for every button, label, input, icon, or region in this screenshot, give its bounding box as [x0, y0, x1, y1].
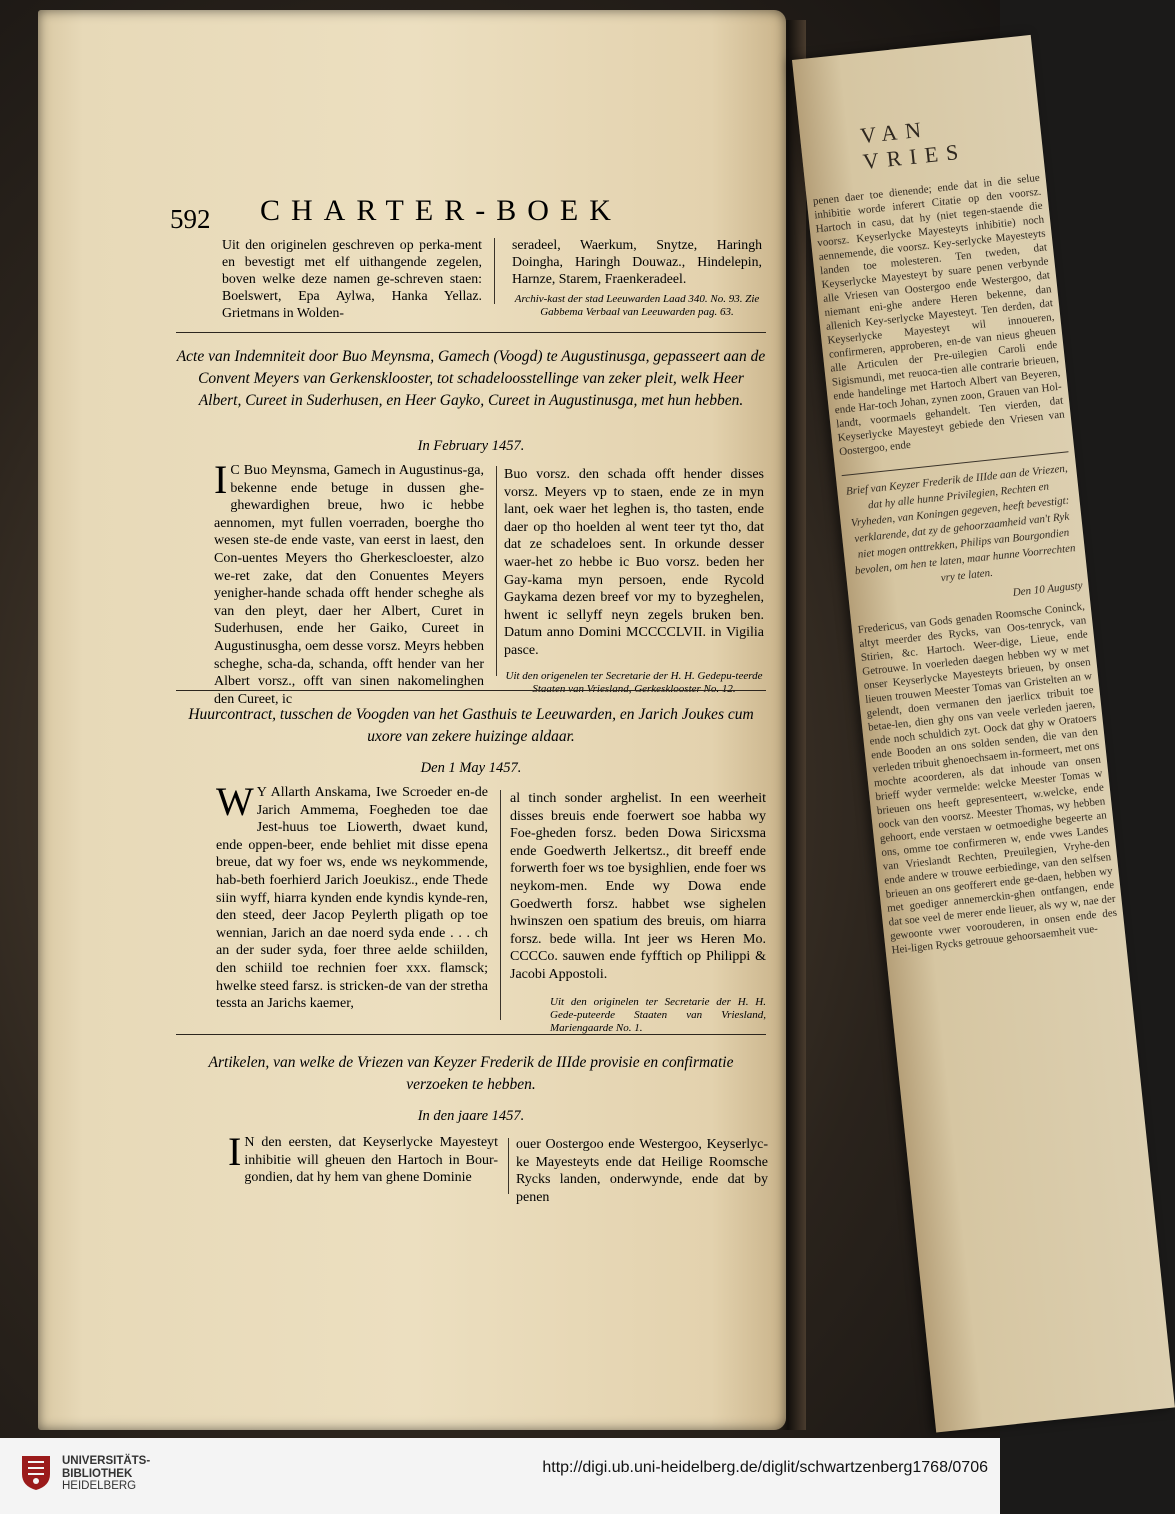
column-divider	[508, 1138, 509, 1194]
section2-left-column	[216, 779, 488, 1013]
section1-left-text: C Buo Meynsma, Gamech in Augustinus-ga, bekenne ende betuge in dussen ghe-ghewardighen breue, hwo ic hebbe aennomen, myt fullen voerraden, boerghe tho wesen ste-de ende vaste, van eerst in laest, den Con-uentes Meyers tho Gherkescloester, alzo we-ret zake, dat den Conuentes Meyers yenigher-hande schada offt hender scheghe als van den pleyt, daer her Albert, Curet in Suderhusen, ende her Gaiko, Cureet in Augustinusgha, oem desse vorsz. Meyrs hebben scheghe, scha-da, schanda, offt hender van her Albert vorsz., offt van sinen nakomelinghen den Cureet, ic	[214, 463, 484, 707]
section2-date: Den 1 May 1457.	[420, 760, 522, 776]
viewer-footer	[0, 1438, 1000, 1514]
section3-date: In den jaare 1457.	[417, 1108, 525, 1124]
right-page-text-bottom: Fredericus, van Gods genaden Roomsche Coninck, altyt meerder des Rycks, van Oos-tenryck, van Stirien, &c. Hartoch. Weer-dige, Lieue, ende Getrouwe. In voerleden daegen hebben wy w met onser Keyserlycke Mayesteyts brieuen, by onsen lieuen trouwen Meester Tomas van Gristelten an w gelendt, doen vermanen den jaerlicx tribuit toe betae-len, dien ghy ons van veele verleden jaeren, ende noch schuldich zyt. Oock dat ghy w Oratoers ende Booden an ons solden senden, die van den verleden tribuit ghenoechsaem in-formeert, met ons mochte acoorderen, als dat inhoude van onsen brieff wyder vermelde: welcke Meester Tomas w brieuen ons heeft gepresenteert, w.welcke, ende oock van den voorsz. Meester Thomas, wy hebben gehoort, ende verstaen w oetmoedighe begeerte an ons, omme toe confirmeren w, ende vwes Landes van Vrieslandt Rechten, Preuilegien, Vryhe-den ende andere w trouwe eerbiedinge, van den selfsen brieuen an ons geofferert ende ge-daen, hebben wy met goediger annemerckin-ghen ontfangen, ende dat soe veel de merer ende lieuer, als wy w, nae der gewoonte vwer voorouderen, in onsen ende des Hei-ligen Rycks getrouue gehoorsaemheit vue-	[857, 600, 1118, 957]
section2-citation: Uit den originelen ter Secretarie der H. H. Gede-puteerde Staaten van Vriesland, Mariengaarde No. 1.	[550, 995, 766, 1034]
section1-dropcap: I	[214, 457, 228, 502]
section-rule	[176, 690, 766, 691]
section3-dropcap: I	[228, 1129, 242, 1174]
section2-right-column	[510, 790, 766, 1035]
intro-right-text: seradeel, Waerkum, Snytze, Haringh Doingha, Haringh Douwaz., Hindelepin, Harnze, Starem, Fraenkeradeel.	[512, 237, 762, 286]
column-divider	[500, 790, 501, 1020]
section-rule	[176, 1034, 766, 1035]
intro-citation: Archiv-kast der stad Leeuwarden Laad 340. No. 93. Zie Gabbema Verbaal van Leeuwarden pag. 63.	[514, 293, 760, 318]
right-page	[792, 35, 1175, 1433]
library-logo-text	[62, 1455, 150, 1493]
section2-left-text: Y Allarth Anskama, Iwe Scroeder en-de Jarich Ammema, Foegheden toe dae Jest-huus toe Liowerth, dwaet kund, ende oppen-beer, ende behliet mit disse epena breue, dat wy foer ws, ende ws neykommende, hab-beth foerhierd Jarich Joeukisz., ende Thede siin wyff, hiarra kynden ende kyndis kynde-ren, den steed, deer Jacop Peylerth pligath op toe wennian, Jarich an dae noerd syda ende . . . ch an der suder syda, foer three aelde schiilden, den schiild toe rechnien foer xxx. flamsck; hwelke steed farsz. is stricken-de van der stretha tessta an Jarichs kaemer,	[216, 785, 488, 1012]
section1-right-text: Buo vorsz. den schada offt hender disses vorsz. Meyers vp to staen, ende ze in myn lant, oek waer het leghen is, tho tasten, ende daer op tho hoelden al went teer tyt tho, dat dat ze schadeloes sent. In orkunde desser waer-het zo hebbe ic Buo vorsz. beden her Gay-kama myn persoen, ende Rycold Gaykama dezen breef vor my to byzeghelen, hwent ic sellyff neyn zegels bruken ben. Datum anno Domini MCCCCLVII. in Vigilia pasce.	[504, 467, 764, 658]
page-number: 592	[170, 204, 211, 234]
section3-left-text: N den eersten, dat Keyserlycke Mayesteyt inhibitie will gheuen den Hartoch in Bour-gondien, dat hy hem van ghene Dominie	[244, 1135, 498, 1186]
right-page-text-top: penen daer toe dienende; ende dat in die selue inhibitie worde inferert Citatie op den voorsz. Hartoch in casu, dat hy (niet tegen-staende die voorsz. Keyserlycke Mayesteyts inhibitie) noch aennemende, die voorsz. Key-serlycke Mayesteyts landen toe molesteren. Ten tweden, dat Keyserlycke Mayesteyt by suare penen verbynde alle Vriesen van Oostergoo ende Westergoo, dat niemant eni-ghe andere Heren bekenne, dan allenich Key-serlycke Mayesteyt. Ten derden, dat Keyserlycke Mayesteyt wil innoueren, confirmeren, approberen, en-de van nieus gheuen alle Articulen der Pre-uilegien Caroli ende Sigismundi, met reuoca-tien alle contrarie brieuen, ende handelinge met Hartoch Albert van Beyeren, ende Har-toch Johan, zynen zoon, Grauen van Hol-landt, voormaels gehandelt. Ten vierden, dat Keyserlycke Mayesteyt gebiede den Vriesen van Oostergoo, ende	[812, 171, 1066, 459]
section1-right-column	[504, 466, 764, 696]
section3-right-column: ouer Oostergoo ende Westergoo, Keyserlyc-ke Mayesteyts ende dat Heilige Roomsche Rycks landen, onderwynde, ende dat by penen	[516, 1137, 768, 1205]
university-seal-icon	[18, 1452, 54, 1492]
section1-title	[176, 346, 766, 412]
column-divider	[496, 466, 497, 676]
right-page-running-head: VAN VRIES	[858, 116, 968, 175]
column-divider	[494, 238, 495, 304]
intro-left-column: Uit den originelen geschreven op perka-ment en bevestigt met elf uithangende zegelen, boven welke deze namen ge-schreven staen: Boelswert, Epa Aylwa, Hanka Yellaz. Grietmans in Wolden-	[222, 237, 482, 320]
logo-line: UNIVERSITÄTS-	[62, 1455, 151, 1467]
section-rule	[176, 332, 766, 333]
running-head: CHARTER-BOEK	[260, 194, 622, 227]
logo-line: BIBLIOTHEK	[62, 1467, 133, 1480]
section2-title	[176, 704, 766, 748]
section3-title-text: Artikelen, van welke de Vriezen van Keyzer Frederik de IIIde provisie en confirmatie verzoeken te hebben.	[208, 1054, 734, 1093]
right-page-date: Den 10 Augusty	[1012, 579, 1084, 599]
section3-title	[176, 1052, 766, 1096]
logo-line: HEIDELBERG	[62, 1480, 137, 1492]
right-page-title: Brief van Keyzer Frederik de IIIde aan de Vriezen, dat hy alle hunne Privilegien, Rechten en Vryheden, van Koningen gegeven, heeft bevestigt: verklarende, dat zy de gehoorzaamheid van't Ryk niet mogen onttrekken, Philips van Bourgondien bevolen, om hen te laten, maar hunne Voorrechten vry te laten.	[845, 462, 1077, 585]
permalink-url[interactable]: http://digi.ub.uni-heidelberg.de/diglit/schwartzenberg1768/0706	[542, 1459, 988, 1476]
section2-dropcap: W	[216, 779, 254, 824]
section1-title-text: Acte van Indemniteit door Buo Meynsma, Gamech (Voogd) te Augustinusga, gepasseert aan de Convent Meyers van Gerkensklooster, tot schadeloosstellinge van zeker pleit, welk Heer Albert, Cureet in Suderhusen, en Heer Gayko, Cureet in Augustinusga, met hun hebben.	[176, 348, 766, 409]
section1-left-column	[214, 457, 484, 708]
intro-right-column	[512, 236, 762, 319]
section3-left-column	[228, 1129, 498, 1187]
section1-date: In February 1457.	[417, 438, 525, 454]
section2-right-text: al tinch sonder arghelist. In een weerheit disses breuis ende foerwert soe habba wy Foe-gheden forsz. beden Dowa Siricxsma ende Goedwerth Jelkertsz., dit breeff ende forwerth foer ws toe bysighlien, ende foer ws neykom-men. Ende wy Dowa ende Goedwerth forsz. habbet wse sighelen hwinszen oen spatium des breuis, om hiarra forsz. bede willa. Int jeer ws Heren Mo. CCCCo. sauwen ende fyfftich op Philippi & Jacobi Appostoli.	[510, 791, 766, 982]
section1-citation: Uit den origenelen ter Secretarie der H. H. Gedepu-teerde Staaten van Vriesland, Gerkesklooster No. 12.	[505, 669, 763, 695]
section2-title-text: Huurcontract, tusschen de Voogden van het Gasthuis te Leeuwarden, en Jarich Joukes cum uxore van zekere huizinge aldaar.	[188, 706, 754, 745]
